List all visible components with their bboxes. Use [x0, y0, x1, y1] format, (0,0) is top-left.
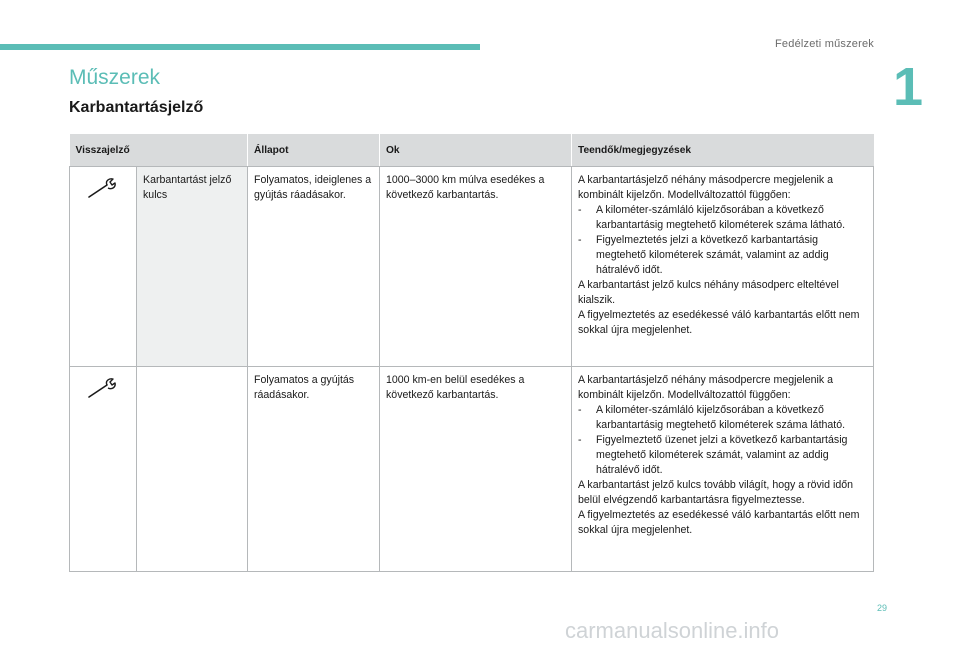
list-item: - A kilométer-számláló kijelzősorában a következő karbantartásig megtehető kilométerek száma látható.: [578, 404, 846, 431]
header-cause: Ok: [380, 134, 572, 167]
cause-cell: 1000–3000 km múlva esedékes a következő karbantartás.: [380, 167, 572, 367]
table-header-row: [70, 134, 874, 167]
notes-intro: A karbantartásjelző néhány másodpercre megjelenik a kombinált kijelzőn. Modellváltozattól függően:: [578, 174, 833, 201]
cause-cell: 1000 km-en belül esedékes a következő karbantartás.: [380, 367, 572, 572]
list-item: - A kilométer-számláló kijelzősorában a következő karbantartásig megtehető kilométerek száma látható.: [578, 204, 846, 231]
page-number: 29: [877, 603, 888, 613]
notes-outro: A karbantartást jelző kulcs tovább világít, hogy a rövid időn belül elvégzendő karbantartásra figyelmeztesse.: [578, 479, 854, 506]
status-cell: Folyamatos, ideiglenes a gyújtás ráadásakor.: [248, 167, 380, 367]
table-row: [70, 167, 874, 367]
indicator-label: Karbantartást jelző kulcs: [137, 167, 248, 367]
watermark: carmanualsonline.info: [565, 618, 780, 643]
notes-cell: [572, 167, 874, 367]
table-row: [70, 367, 874, 572]
wrench-icon: [86, 192, 120, 204]
header-status: Állapot: [248, 134, 380, 167]
sub-title: Karbantartásjelző: [69, 99, 204, 116]
header-accent-bar: [0, 44, 480, 50]
notes-outro: A figyelmeztetés az esedékessé váló karbantartás előtt nem sokkal újra megjelenhet.: [578, 509, 860, 536]
notes-cell: [572, 367, 874, 572]
indicator-label: [137, 367, 248, 572]
status-cell: Folyamatos a gyújtás ráadásakor.: [248, 367, 380, 572]
list-item: - Figyelmeztető üzenet jelzi a következő karbantartásig megtehető kilométerek számát, valamint az addig hátralévő időt.: [578, 434, 848, 476]
chapter-number: 1: [893, 57, 924, 117]
maintenance-indicator-table: [69, 134, 874, 572]
chapter-name: Fedélzeti műszerek: [775, 38, 874, 50]
section-title: Műszerek: [69, 66, 161, 89]
list-item: - Figyelmeztetés jelzi a következő karbantartásig megtehető kilométerek számát, valamint az addig hátralévő időt.: [578, 234, 829, 276]
header-indicator: Visszajelző: [70, 134, 248, 167]
notes-intro: A karbantartásjelző néhány másodpercre megjelenik a kombinált kijelzőn. Modellváltozattól függően:: [578, 374, 833, 401]
indicator-icon-cell: [70, 167, 137, 367]
header-notes: Teendők/megjegyzések: [572, 134, 874, 167]
wrench-icon: [86, 392, 120, 404]
notes-outro: A karbantartást jelző kulcs néhány másodperc elteltével kialszik.: [578, 279, 839, 306]
indicator-icon-cell: [70, 367, 137, 572]
notes-outro: A figyelmeztetés az esedékessé váló karbantartás előtt nem sokkal újra megjelenhet.: [578, 309, 860, 336]
